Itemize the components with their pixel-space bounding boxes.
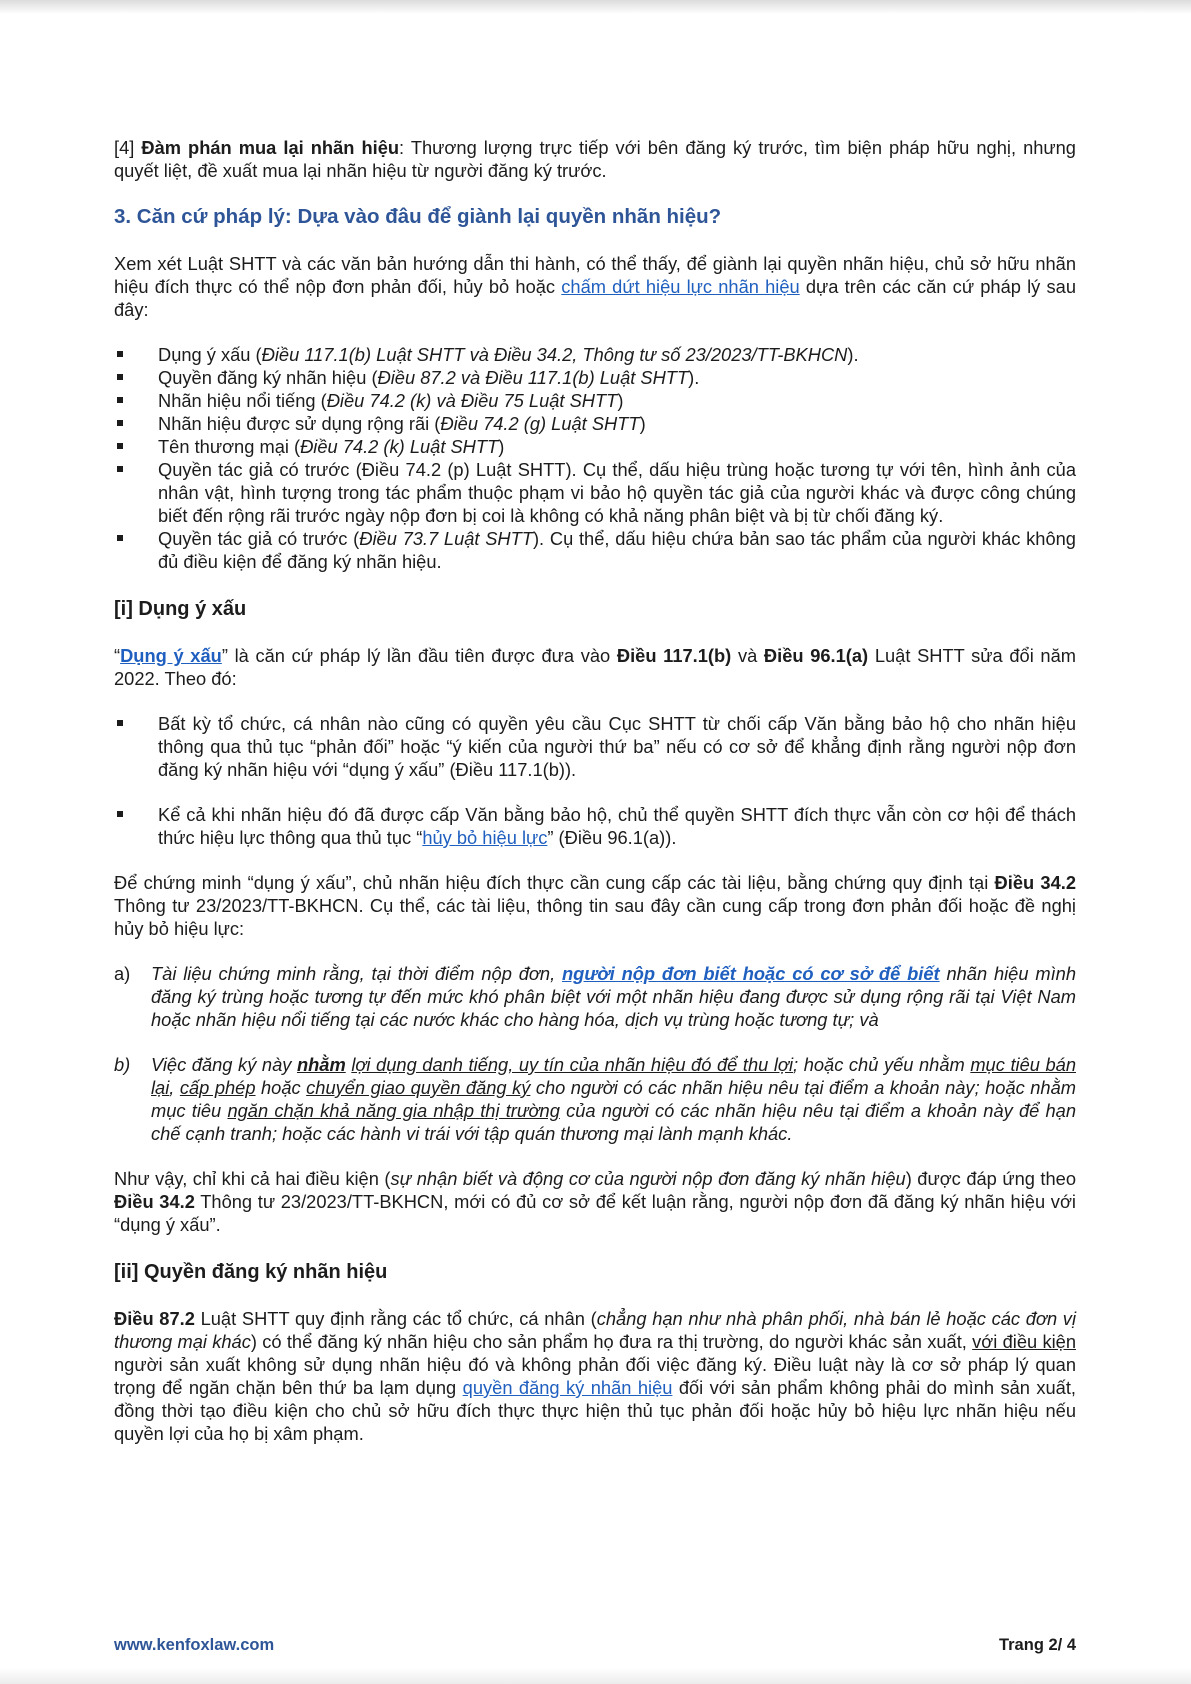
list-item: b) Việc đăng ký này nhằm lợi dụng danh tiếng, uy tín của nhãn hiệu đó để thu lợi; hoặc chủ yếu nhằm mục tiêu bán lại, cấp phép hoặc chuyển giao quyền đăng ký cho người có các nhãn hiệu nêu tại điểm a khoản này; hoặc nhằm mục tiêu ngăn chặn khả năng gia nhập thị trường của người có các nhãn hiệu nêu tại điểm a khoản này để hạn chế cạnh tranh; hoặc các hành vi trái với tập quán thương mại lành mạnh khác. xyxy=(114,1054,1077,1144)
list-item: Quyền đăng ký nhãn hiệu (Điều 87.2 và Điều 117.1(b) Luật SHTT). xyxy=(114,366,1076,389)
registration-right-link[interactable]: quyền đăng ký nhãn hiệu xyxy=(462,1377,673,1398)
website-link[interactable]: www.kenfoxlaw.com xyxy=(114,1636,275,1654)
registration-right-paragraph: Điều 87.2 Luật SHTT quy định rằng các tổ chức, cá nhân (chẳng hạn như nhà phân phối, nhà bán lẻ hoặc các đơn vị thương mại khác) có thể đăng ký nhãn hiệu cho sản phẩm họ đưa ra thị trường, do người khác sản xuất, với điều kiện người sản xuất không sử dụng nhãn hiệu đó và không phản đối việc đăng ký. Điều luật này là cơ sở pháp lý quan trọng để ngăn chặn bên thứ ba lạm dụng quyền đăng ký nhãn hiệu đối với sản phẩm không phải do mình sản xuất, đồng thời tạo điều kiện cho chủ sở hữu đích thực thực hiện thủ tục phản đối hoặc hủy bỏ hiệu lực nhãn hiệu nếu quyền lợi của họ bị xâm phạm. xyxy=(114,1308,1077,1444)
list-item: Quyền tác giả có trước (Điều 74.2 (p) Luật SHTT). Cụ thể, dấu hiệu trùng hoặc tương tự với tên, hình ảnh của nhân vật, hình tượng trong tác phẩm thuộc phạm vi bảo hộ quyền tác giả của người khác và được công chúng biết đến rộng rãi trước ngày nộp đơn bị coi là không có khả năng phân biệt và bị từ chối đăng ký. xyxy=(114,458,1076,527)
list-item: Nhãn hiệu nổi tiếng (Điều 74.2 (k) và Điều 75 Luật SHTT) xyxy=(114,389,1076,412)
page-content xyxy=(114,136,1076,1445)
section-ii-heading: [ii] Quyền đăng ký nhãn hiệu xyxy=(114,1261,388,1283)
list-item: a) Tài liệu chứng minh rằng, tại thời điểm nộp đơn, người nộp đơn biết hoặc có cơ sở để biết nhãn hiệu mình đăng ký trùng hoặc tương tự đến mức khó phân biệt với một nhãn hiệu đang được sử dụng rộng rãi tại Việt Nam hoặc nhãn hiệu nổi tiếng tại các nước khác cho hàng hóa, dịch vụ trùng hoặc tương tự; và xyxy=(114,963,1076,1030)
list-item: Tên thương mại (Điều 74.2 (k) Luật SHTT) xyxy=(114,435,1076,458)
section-i-heading: [i] Dụng ý xấu xyxy=(114,598,247,620)
evidence-list xyxy=(114,962,1076,1145)
bad-faith-link[interactable]: Dụng ý xấu xyxy=(120,645,222,666)
list-item: Nhãn hiệu được sử dụng rộng rãi (Điều 74.2 (g) Luật SHTT) xyxy=(114,412,1076,435)
legal-grounds-list xyxy=(114,343,1076,573)
section-3-intro: Xem xét Luật SHTT và các văn bản hướng dẫn thi hành, có thể thấy, để giành lại quyền nhãn hiệu, chủ sở hữu nhãn hiệu đích thực có thể nộp đơn phản đối, hủy bỏ hoặc chấm dứt hiệu lực nhãn hiệu dựa trên các căn cứ pháp lý sau đây: xyxy=(114,253,1076,320)
bad-faith-list xyxy=(114,712,1076,849)
invalidation-link[interactable]: hủy bỏ hiệu lực xyxy=(422,827,548,848)
list-item: Bất kỳ tổ chức, cá nhân nào cũng có quyền yêu cầu Cục SHTT từ chối cấp Văn bằng bảo hộ cho nhãn hiệu thông qua thủ tục “phản đối” hoặc “ý kiến của người thứ ba” nếu có cơ sở để khẳng định rằng người nộp đơn đăng ký nhãn hiệu với “dụng ý xấu” (Điều 117.1(b)). xyxy=(114,712,1076,781)
evidence-paragraph: Để chứng minh “dụng ý xấu”, chủ nhãn hiệu đích thực cần cung cấp các tài liệu, bằng chứng quy định tại Điều 34.2 Thông tư 23/2023/TT-BKHCN. Cụ thể, các tài liệu, thông tin sau đây cần cung cấp trong đơn phản đối hoặc đề nghị hủy bỏ hiệu lực: xyxy=(114,872,1076,939)
paragraph-negotiation: [4] Đàm phán mua lại nhãn hiệu: Thương lượng trực tiếp với bên đăng ký trước, tìm biện pháp hữu nghị, nhưng quyết liệt, đề xuất mua lại nhãn hiệu từ người đăng ký trước. xyxy=(114,137,1076,181)
list-item: Kể cả khi nhãn hiệu đó đã được cấp Văn bằng bảo hộ, chủ thể quyền SHTT đích thực vẫn còn cơ hội để thách thức hiệu lực thông qua thủ tục “hủy bỏ hiệu lực” (Điều 96.1(a)). xyxy=(114,803,1076,849)
list-item: Dụng ý xấu (Điều 117.1(b) Luật SHTT và Điều 34.2, Thông tư số 23/2023/TT-BKHCN). xyxy=(114,343,1076,366)
termination-link[interactable]: chấm dứt hiệu lực nhãn hiệu xyxy=(561,276,800,297)
page-number: Trang 2/ 4 xyxy=(998,1636,1076,1654)
section-3-heading: 3. Căn cứ pháp lý: Dựa vào đâu để giành lại quyền nhãn hiệu? xyxy=(114,205,722,228)
list-item: Quyền tác giả có trước (Điều 73.7 Luật SHTT). Cụ thể, dấu hiệu chứa bản sao tác phẩm của người khác không đủ điều kiện để đăng ký nhãn hiệu. xyxy=(114,527,1076,573)
bad-faith-intro: “Dụng ý xấu” là căn cứ pháp lý lần đầu tiên được đưa vào Điều 117.1(b) và Điều 96.1(a) Luật SHTT sửa đổi năm 2022. Theo đó: xyxy=(114,645,1076,689)
page-top-shadow xyxy=(0,0,1191,14)
negotiation-title: Đàm phán mua lại nhãn hiệu xyxy=(141,137,400,158)
applicant-knowledge-link[interactable]: người nộp đơn biết hoặc có cơ sở để biết xyxy=(562,963,940,984)
page-footer xyxy=(114,1636,1076,1655)
page-bottom-shadow xyxy=(0,1668,1191,1684)
conclusion-paragraph: Như vậy, chỉ khi cả hai điều kiện (sự nhận biết và động cơ của người nộp đơn đăng ký nhãn hiệu) được đáp ứng theo Điều 34.2 Thông tư 23/2023/TT-BKHCN, mới có đủ cơ sở để kết luận rằng, người nộp đơn đã đăng ký nhãn hiệu với “dụng ý xấu”. xyxy=(114,1168,1076,1235)
